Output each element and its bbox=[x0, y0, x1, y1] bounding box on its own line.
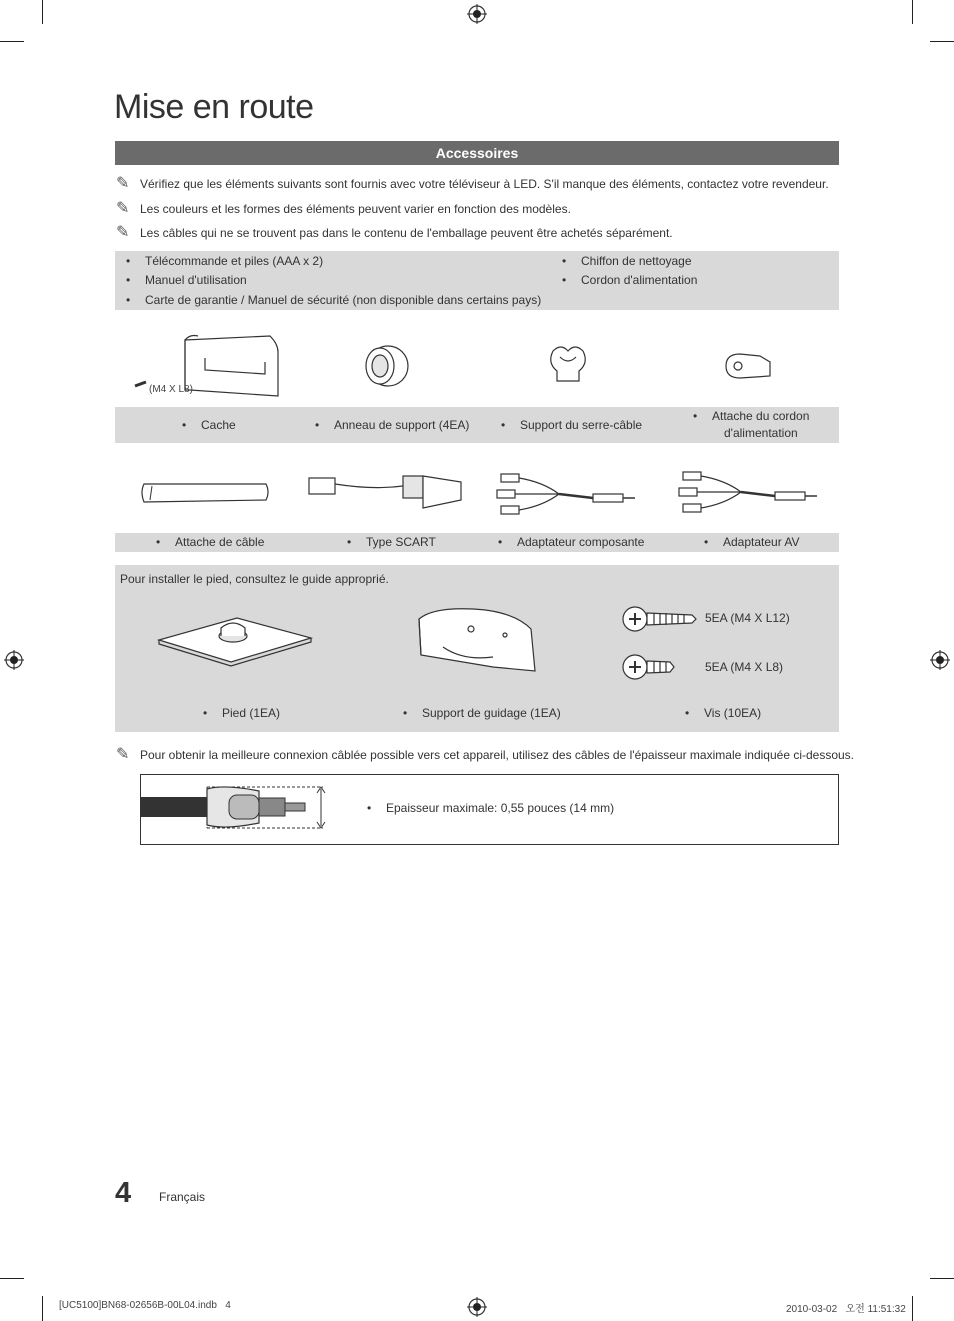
component-adapter-label: • Adaptateur composante bbox=[517, 535, 644, 549]
cover-label: • Cache bbox=[201, 418, 236, 432]
power-cord-holder-label: • Attache du cordon bbox=[712, 409, 809, 423]
list-item: • Chiffon de nettoyage bbox=[581, 254, 692, 268]
language-label: Français bbox=[159, 1190, 206, 1204]
note: ✎ Les couleurs et les formes des éléments peuvent varier en fonction des modèles. bbox=[116, 200, 571, 217]
page-title: Mise en route bbox=[114, 88, 314, 126]
list-item: • Cordon d'alimentation bbox=[581, 273, 697, 287]
list-item: • Carte de garantie / Manuel de sécurité (non disponible dans certains pays) bbox=[145, 293, 541, 307]
pencil-icon: ✎ bbox=[116, 200, 130, 217]
av-adapter-illustration bbox=[675, 466, 825, 521]
holder-ring-illustration bbox=[360, 343, 412, 389]
list-item: • Manuel d'utilisation bbox=[145, 273, 247, 287]
page-number: 4 bbox=[115, 1177, 132, 1209]
cable-tie-illustration bbox=[138, 478, 273, 508]
registration-mark-icon bbox=[467, 1297, 487, 1317]
cable-tie-label: • Attache de câble bbox=[175, 535, 264, 549]
scart-cable-illustration bbox=[303, 470, 468, 515]
stand-label: • Pied (1EA) bbox=[222, 706, 280, 720]
pencil-icon: ✎ bbox=[116, 224, 130, 241]
power-cord-holder-label-cont: d'alimentation bbox=[724, 426, 798, 440]
crop-mark bbox=[930, 1278, 954, 1279]
screw-spec: 5EA (M4 X L12) bbox=[705, 611, 790, 625]
crop-mark bbox=[42, 0, 43, 24]
footer-timestamp: 2010-03-02 오전 11:51:32 bbox=[786, 1304, 906, 1315]
registration-mark-icon bbox=[4, 650, 24, 670]
list-item: • Télécommande et piles (AAA x 2) bbox=[145, 254, 323, 268]
crop-mark bbox=[912, 0, 913, 24]
scart-label: • Type SCART bbox=[366, 535, 436, 549]
screws-label: • Vis (10EA) bbox=[704, 706, 761, 720]
screw-l12-icon bbox=[622, 600, 700, 638]
cable-holder-illustration bbox=[543, 343, 593, 388]
guide-stand-label: • Support de guidage (1EA) bbox=[422, 706, 561, 720]
note: ✎ Pour obtenir la meilleure connexion câblée possible vers cet appareil, utilisez des câbles de l'épaisseur maximale indiquée ci-dessous. bbox=[116, 746, 855, 763]
note: ✎ Vérifiez que les éléments suivants sont fournis avec votre téléviseur à LED. S'il manque des éléments, contactez votre revendeur. bbox=[116, 175, 829, 192]
av-adapter-label: • Adaptateur AV bbox=[723, 535, 800, 549]
crop-mark bbox=[912, 1296, 913, 1321]
power-cord-holder-illustration bbox=[720, 348, 775, 386]
crop-mark bbox=[0, 1278, 24, 1279]
pencil-icon: ✎ bbox=[116, 746, 130, 763]
cable-plug-illustration bbox=[141, 785, 331, 831]
pencil-icon: ✎ bbox=[116, 175, 130, 192]
screw-size-label: (M4 X L8) bbox=[149, 384, 193, 395]
cable-holder-label: • Support du serre-câble bbox=[520, 418, 642, 432]
crop-mark bbox=[0, 41, 24, 42]
guide-stand-illustration bbox=[413, 605, 543, 675]
section-header: Accessoires bbox=[115, 141, 839, 165]
crop-mark bbox=[42, 1296, 43, 1321]
thickness-label: • Epaisseur maximale: 0,55 pouces (14 mm) bbox=[386, 801, 614, 815]
footer-filename: [UC5100]BN68-02656B-00L04.indb 4 bbox=[59, 1300, 231, 1311]
stand-intro: Pour installer le pied, consultez le guide approprié. bbox=[120, 572, 389, 586]
holder-ring-label: • Anneau de support (4EA) bbox=[334, 418, 469, 432]
screw-spec: 5EA (M4 X L8) bbox=[705, 660, 784, 674]
screw-l8-icon bbox=[622, 648, 682, 686]
crop-mark bbox=[930, 41, 954, 42]
stand-illustration bbox=[155, 608, 315, 668]
note: ✎ Les câbles qui ne se trouvent pas dans le contenu de l'emballage peuvent être achetés séparément. bbox=[116, 224, 673, 241]
registration-mark-icon bbox=[467, 4, 487, 24]
component-adapter-illustration bbox=[493, 468, 643, 523]
registration-mark-icon bbox=[930, 650, 950, 670]
